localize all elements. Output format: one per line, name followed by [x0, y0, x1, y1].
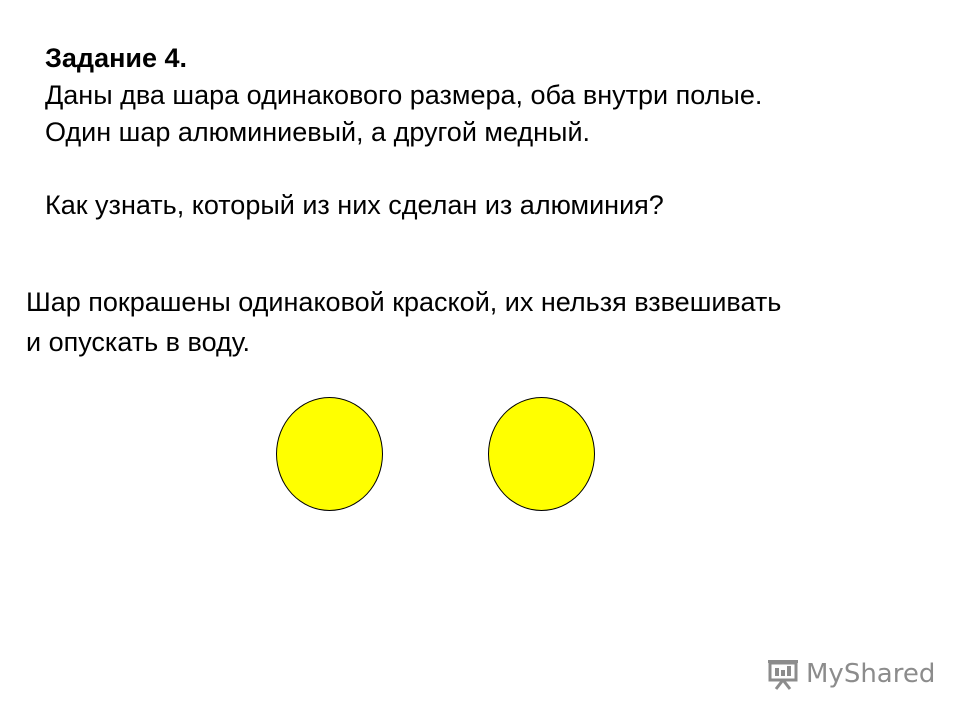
task-title: Задание 4.: [45, 43, 188, 73]
spacer: [45, 151, 925, 187]
watermark-text: MyShared: [806, 659, 936, 689]
presentation-board-icon: [766, 658, 800, 690]
task-line-2: Один шар алюминиевый, а другой медный.: [45, 117, 591, 147]
task-line-1: Даны два шара одинакового размера, оба внутри полые.: [45, 80, 763, 110]
task-block: [45, 40, 925, 224]
myshared-watermark: [766, 656, 935, 692]
condition-block: [26, 282, 946, 362]
condition-line-2: и опускать в воду.: [26, 327, 251, 357]
condition-line-1: Шар покрашены одинаковой краской, их нельзя взвешивать: [26, 287, 782, 317]
aluminum-or-copper-ball-right: [488, 397, 595, 511]
task-question: Как узнать, который из них сделан из алюминия?: [45, 190, 664, 220]
aluminum-or-copper-ball-left: [276, 397, 383, 511]
